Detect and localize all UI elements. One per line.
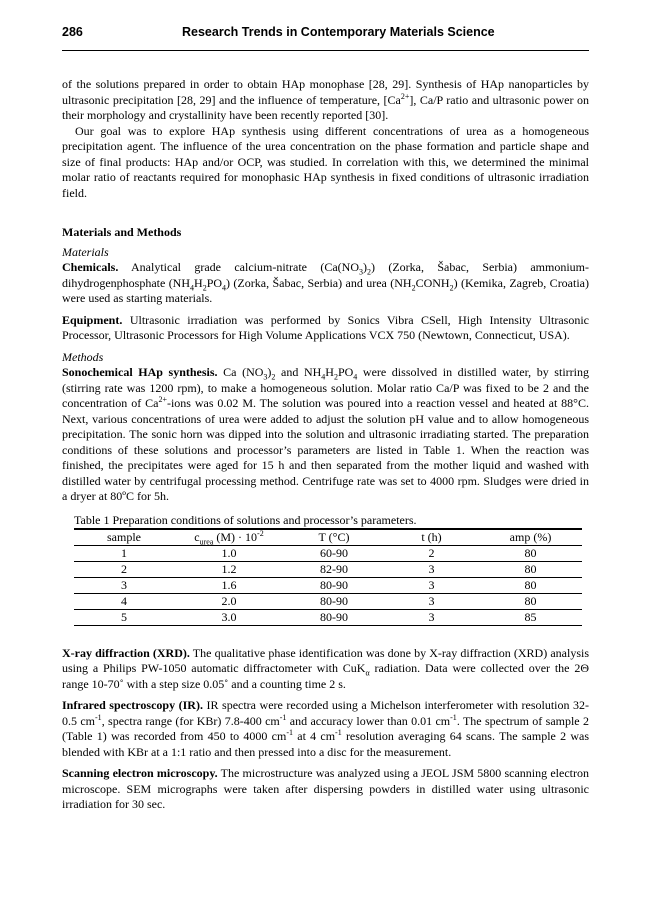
col-header-sample: sample	[74, 529, 174, 546]
equipment-paragraph: Equipment. Ultrasonic irradiation was performed by Sonics Vibra CSell, High Intensity Ultrasonic Processor, Ultrasonic Processors for High Volume Applications VCX 750 (Newtown, Connecticut, USA).	[62, 312, 589, 342]
col-header-amp: amp (%)	[479, 529, 582, 546]
intro-paragraph-2: Our goal was to explore HAp synthesis using different concentrations of urea as a homogeneous precipitation agent. The influence of the urea concentration on the phase formation and particle shape and size of final products: HAp and/or OCP, was studied. In correlation with this, we determined the minimal molar ratio of reactants required for monophasic HAp synthesis in fixed conditions of ultrasonic irradiation field.	[62, 123, 589, 200]
subheading-materials: Materials	[62, 244, 109, 259]
table-row: 4 2.0 80-90 3 80	[74, 593, 582, 609]
running-header	[62, 22, 589, 42]
sonochemical-paragraph: Sonochemical HAp synthesis. Ca $(NO_3)_2$ and $NH_4H_2PO_4$ were dissolved in distilled water, by stirring (stirring rate was 1200 rpm), to make a homogeneous solution. Molar ratio Ca/P was fixed to be 2 and the concentration of $Ca^{2+}$-ions was 0.02 M. The solution was poured into a reaction vessel and heated at 88°C. Next, various concentrations of urea were added to adjust the solution pH value and to allow homogeneous precipitation. The sonic horn was dipped into the solution and ultrasonic irradiating started. The preparation conditions of these solutions and processor’s parameters are listed in Table 1. When the reaction was finished, the precipitates were aged for 15 h and then separated from the mother liquid and washed with distilled water by centrifugal processing method. Centrifuge rate was set to 4000 rpm. Sludges were dried in a dryer at 80ºC for 5h.	[62, 365, 589, 503]
col-header-temperature: T (°C)	[284, 529, 384, 546]
xrd-paragraph: X-ray diffraction (XRD). The qualitative phase identification was done by X-ray diffraction (XRD) analysis using a Philips PW-1050 automatic diffractometer with CuK$_\alpha$ radiation. Data were collected over the 2Θ range 10-70˚ with a step size 0.05˚ and a counting time 2 s.	[62, 645, 590, 691]
sem-paragraph: Scanning electron microscopy. The microstructure was analyzed using a JEOL JSM 5800 scanning electron microscope. SEM micrographs were taken after dispersing powders in distilled water using ultrasonic irradiation for 30 sec.	[62, 766, 589, 811]
running-title: Research Trends in Contemporary Materials Science	[182, 25, 495, 39]
col-header-concentration: $c_{urea}$ $(M) \cdot 10^{-2}$	[174, 529, 284, 546]
table-row: 5 3.0 80-90 3 85	[74, 609, 582, 625]
table-row: 1 1.0 60-90 2 80	[74, 545, 582, 561]
table-row: 2 1.2 82-90 3 80	[74, 561, 582, 577]
body-text	[62, 77, 589, 813]
subheading-methods: Methods	[62, 349, 104, 364]
page-number: 286	[62, 25, 83, 39]
intro-paragraph-1: of the solutions prepared in order to obtain HAp monophase [28, 29]. Synthesis of HAp nanoparticles by ultrasonic precipitation [28, 29] and the influence of temperature, $[Ca^{2+}]$, Ca/P ratio and ultrasonic power on their morphology and crystallinity have been recently reported [30].	[62, 77, 589, 122]
table-caption: Table 1 Preparation conditions of solutions and processor’s parameters.	[74, 512, 417, 527]
preparation-table	[74, 528, 582, 626]
header-rule	[62, 50, 589, 51]
table-1	[74, 513, 582, 626]
col-header-time: t (h)	[384, 529, 479, 546]
table-row: 3 1.6 80-90 3 80	[74, 577, 582, 593]
chemicals-paragraph: Chemicals. Analytical grade calcium-nitrate $(Ca(NO_3)_2)$ (Zorka, Šabac, Serbia) ammonium-dihydrogenphosphate $(NH_4H_2PO_4)$ (Zorka, Šabac, Serbia) and urea $(NH_2CONH_2)$ (Kemika, Zagreb, Croatia) were used as starting materials.	[62, 260, 590, 305]
ir-paragraph: Infrared spectroscopy (IR). IR spectra were recorded using a Michelson interferometer with resolution 32-0.5 $cm^{-1}$, spectra range (for KBr) 7.8-400 $cm^{-1}$ and accuracy lower than 0.01 $cm^{-1}$. The spectrum of sample 2 (Table 1) was recorded from 450 to 4000 $cm^{-1}$ at 4 $cm^{-1}$ resolution averaging 64 scans. The sample 2 was blended with KBr at a 1:1 ratio and then pressed into a disc for the measurement.	[62, 698, 590, 759]
section-heading-materials-methods: Materials and Methods	[62, 225, 182, 239]
